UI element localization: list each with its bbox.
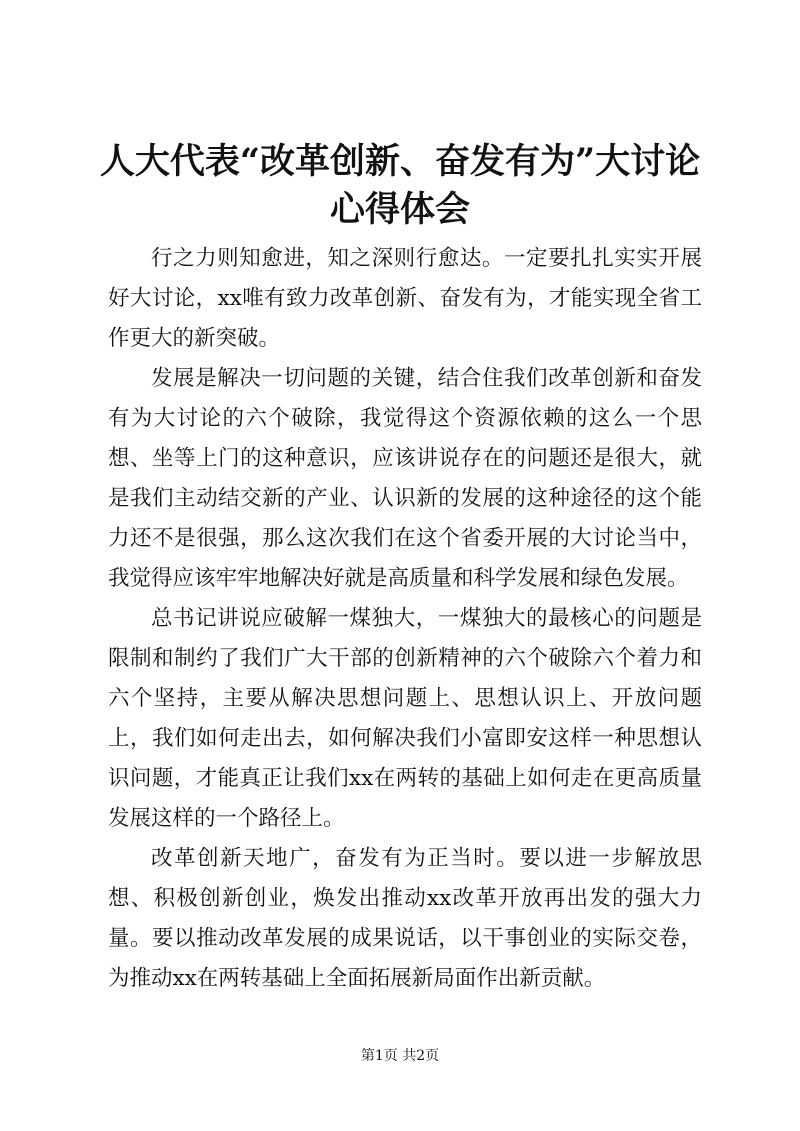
page-number-footer: 第1页 共2页 [360,1048,440,1064]
paragraph-4: 改革创新天地广，奋发有为正当时。要以进一步解放思想、积极创新创业，焕发出推动xx改革开放再出发的强大力量。要以推动改革发展的成果说话，以干事创业的实际交卷，为推动xx在两转基础上全面拓展新局面作出新贡献。 [108,846,702,991]
paragraph-3: 总书记讲说应破解一煤独大，一煤独大的最核心的问题是限制和制约了我们广大干部的创新精神的六个破除六个着力和六个坚持，主要从解决思想问题上、思想认识上、开放问题上，我们如何走出去，如何解决我们小富即安这样一种思想认识问题，才能真正让我们xx在两转的基础上如何走在更高质量发展这样的一个路径上。 [108,606,702,831]
paragraph-2: 发展是解决一切问题的关键，结合住我们改革创新和奋发有为大讨论的六个破除，我觉得这个资源依赖的这么一个思想、坐等上门的这种意识，应该讲说存在的问题还是很大，就是我们主动结交新的产业、认识新的发展的这种途径的这个能力还不是很强，那么这次我们在这个省委开展的大讨论当中，我觉得应该牢牢地解决好就是高质量和科学发展和绿色发展。 [108,366,702,591]
document-title: 人大代表“改革创新、奋发有为”大讨论心得体会 [99,141,701,230]
paragraph-1: 行之力则知愈进，知之深则行愈达。一定要扎扎实实开展好大讨论，xx唯有致力改革创新、奋发有为，才能实现全省工作更大的新突破。 [108,246,702,351]
document-body [108,239,702,999]
